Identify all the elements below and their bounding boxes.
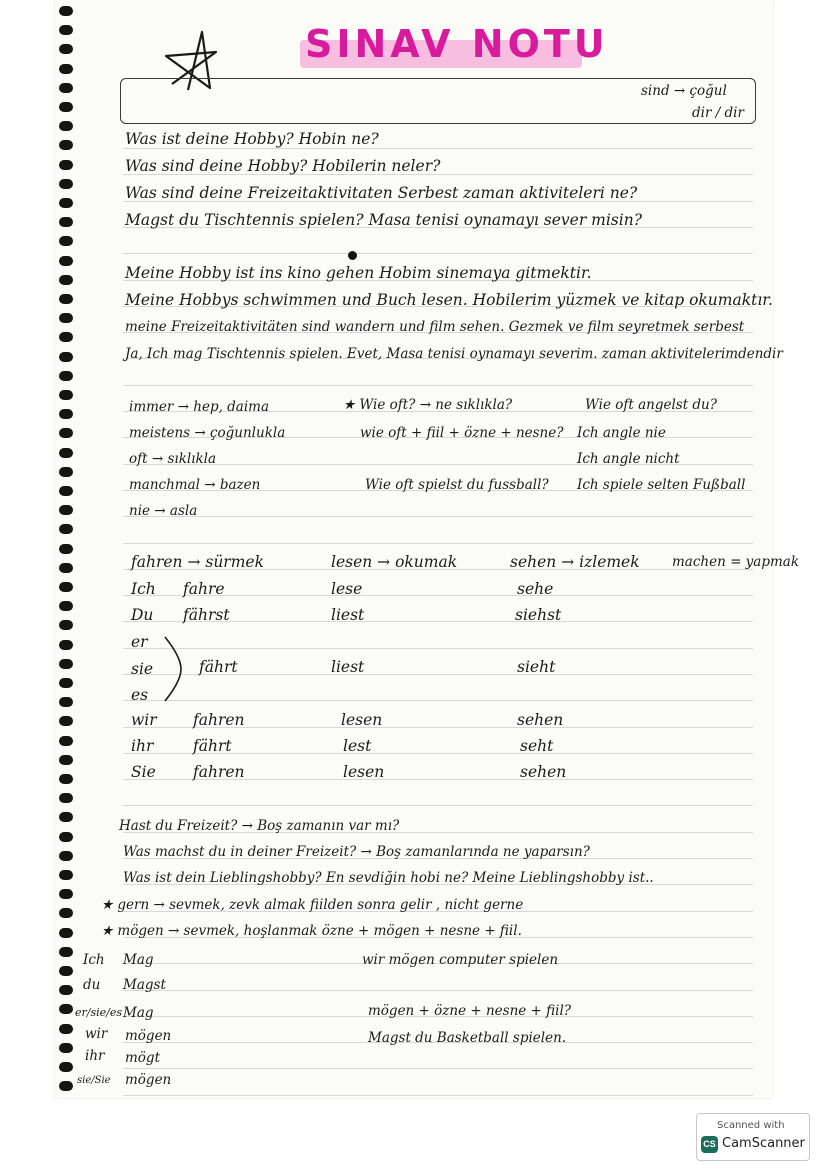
spiral-ring	[59, 620, 73, 630]
question-line: Magst du Tischtennis spielen? Masa tenisi oynamayı sever misin?	[125, 211, 643, 229]
spiral-ring	[59, 812, 73, 822]
spiral-ring	[59, 774, 73, 784]
moegen-pronoun: er/sie/es	[75, 1006, 123, 1019]
spiral-ring	[59, 1004, 73, 1014]
fahren-form: fahre	[183, 580, 225, 598]
verb-header: machen = yapmak	[672, 554, 800, 570]
spiral-ring	[59, 25, 73, 35]
sehen-form: sieht	[517, 658, 556, 676]
spiral-ring	[59, 428, 73, 438]
ruled-line	[123, 1068, 753, 1069]
spiral-ring	[59, 217, 73, 227]
scanner-brand: CamScanner	[722, 1136, 805, 1151]
pronoun: Ich	[131, 580, 156, 598]
spiral-ring	[59, 563, 73, 573]
spiral-ring	[59, 198, 73, 208]
notebook-page	[55, 0, 800, 1098]
frequency-adverb: oft → sıklıkla	[129, 451, 217, 467]
ruled-line	[123, 805, 753, 806]
spiral-ring	[59, 870, 73, 880]
verb-header: sehen → izlemek	[510, 553, 640, 571]
moegen-form: mögen	[125, 1028, 172, 1044]
verb-header: fahren → sürmek	[131, 553, 264, 571]
ruled-line	[123, 990, 753, 991]
lesen-form: liest	[331, 658, 365, 676]
question-line: Was ist deine Hobby? Hobin ne?	[125, 130, 379, 148]
fahren-form: fahren	[193, 763, 245, 781]
spiral-ring	[59, 332, 73, 342]
spiral-ring	[59, 505, 73, 515]
ruled-line	[123, 148, 753, 149]
spiral-ring	[59, 659, 73, 669]
question-line: Was sind deine Hobby? Hobilerin neler?	[125, 157, 441, 175]
fahren-form: fährst	[183, 606, 230, 624]
spiral-ring	[59, 544, 73, 554]
spiral-ring	[59, 832, 73, 842]
spiral-ring	[59, 1081, 73, 1091]
lesen-form: lesen	[341, 711, 383, 729]
spiral-ring	[59, 179, 73, 189]
ruled-line	[123, 700, 753, 701]
pronoun: er	[131, 633, 148, 651]
moegen-form: Magst	[123, 977, 166, 993]
spiral-ring	[59, 448, 73, 458]
frequency-adverb: immer → hep, daima	[129, 399, 270, 415]
camscanner-logo-icon: CS	[701, 1136, 718, 1153]
spiral-ring	[59, 1024, 73, 1034]
spiral-ring	[59, 851, 73, 861]
spiral-ring	[59, 582, 73, 592]
frequency-question: wie oft + fiil + özne + nesne?	[360, 425, 564, 441]
sehen-form: sehen	[517, 711, 564, 729]
spiral-ring	[59, 275, 73, 285]
lesen-form: liest	[331, 606, 365, 624]
pronoun: wir	[131, 711, 157, 729]
frequency-question: Wie oft spielst du fussball?	[365, 477, 549, 493]
pronoun: Du	[131, 606, 154, 624]
spiral-ring	[59, 256, 73, 266]
spiral-ring	[59, 928, 73, 938]
spiral-ring	[59, 467, 73, 477]
frequency-example: Ich angle nie	[577, 425, 666, 441]
spiral-ring	[59, 294, 73, 304]
pronoun: sie	[131, 660, 154, 678]
page-title: SINAV NOTU	[305, 22, 609, 66]
ruled-line	[123, 253, 753, 254]
spiral-ring	[59, 371, 73, 381]
box-note-line1: sind → çoğul	[641, 83, 727, 99]
sehen-form: siehst	[515, 606, 562, 624]
spiral-ring	[59, 313, 73, 323]
spiral-ring	[59, 601, 73, 611]
moegen-form: mögen	[125, 1072, 172, 1088]
ruled-line	[123, 1095, 753, 1096]
moegen-example: wir mögen computer spielen	[362, 952, 559, 968]
lesen-form: lese	[331, 580, 363, 598]
verb-header: lesen → okumak	[331, 553, 458, 571]
spiral-ring	[59, 121, 73, 131]
frequency-example: Ich angle nicht	[577, 451, 680, 467]
frequency-adverb: meistens → çoğunlukla	[129, 425, 286, 441]
frequency-adverb: nie → asla	[129, 503, 198, 519]
pronoun: Sie	[131, 763, 156, 781]
spiral-ring	[59, 6, 73, 16]
spiral-ring	[59, 44, 73, 54]
spiral-ring	[59, 793, 73, 803]
moegen-pronoun: sie/Sie	[77, 1075, 111, 1086]
spiral-ring	[59, 1062, 73, 1072]
scanner-caption: Scanned with	[717, 1120, 785, 1131]
spiral-ring	[59, 697, 73, 707]
lesen-form: lest	[343, 737, 372, 755]
answer-line: Meine Hobby ist ins kino gehen Hobim sinemaya gitmektir.	[125, 264, 592, 282]
spiral-ring	[59, 1043, 73, 1053]
moegen-example: mögen + özne + nesne + fiil?	[368, 1003, 572, 1019]
spiral-ring	[59, 64, 73, 74]
scanner-watermark	[696, 1113, 810, 1161]
spiral-ring	[59, 140, 73, 150]
sehen-form: sehe	[517, 580, 554, 598]
ruled-line	[123, 385, 753, 386]
freizeit-line: ★ mögen → sevmek, hoşlanmak özne + mögen + nesne + fiil.	[101, 923, 522, 939]
freizeit-line: Hast du Freizeit? → Boş zamanın var mı?	[119, 818, 400, 834]
spiral-ring	[59, 640, 73, 650]
spiral-ring	[59, 716, 73, 726]
frequency-question: ★ Wie oft? → ne sıklıkla?	[343, 397, 513, 413]
spiral-ring	[59, 966, 73, 976]
moegen-example: Magst du Basketball spielen.	[368, 1030, 567, 1046]
spiral-ring	[59, 83, 73, 93]
moegen-pronoun: Ich	[83, 952, 105, 968]
ruled-line	[123, 648, 753, 649]
fahren-form: fährt	[199, 658, 238, 676]
moegen-form: Mag	[123, 1005, 154, 1021]
freizeit-line: Was ist dein Lieblingshobby? En sevdiğin hobi ne? Meine Lieblingshobby ist..	[123, 870, 654, 886]
spiral-ring	[59, 736, 73, 746]
answer-line: meine Freizeitaktivitäten sind wandern und film sehen. Gezmek ve film seyretmek serbest	[125, 319, 745, 335]
pronoun: es	[131, 686, 149, 704]
moegen-form: Mag	[123, 952, 154, 968]
lesen-form: lesen	[343, 763, 385, 781]
spiral-ring	[59, 486, 73, 496]
spiral-ring	[59, 390, 73, 400]
spiral-ring	[59, 236, 73, 246]
frequency-adverb: manchmal → bazen	[129, 477, 261, 493]
answer-line: Meine Hobbys schwimmen und Buch lesen. Hobilerim yüzmek ve kitap okumaktır.	[125, 291, 773, 309]
sehen-form: seht	[520, 737, 554, 755]
spiral-ring	[59, 409, 73, 419]
spiral-ring	[59, 160, 73, 170]
frequency-example: Wie oft angelst du?	[585, 397, 717, 413]
moegen-form: mögt	[125, 1050, 160, 1066]
spiral-ring	[59, 755, 73, 765]
box-note-line2: dir / dir	[692, 105, 744, 121]
bracket-doodle	[163, 635, 185, 703]
spiral-ring	[59, 524, 73, 534]
ruled-line	[123, 516, 753, 517]
question-line: Was sind deine Freizeitaktivitaten Serbest zaman aktiviteleri ne?	[125, 184, 638, 202]
freizeit-line: ★ gern → sevmek, zevk almak fiilden sonra gelir , nicht gerne	[101, 897, 524, 913]
fahren-form: fährt	[193, 737, 232, 755]
moegen-pronoun: ihr	[85, 1048, 105, 1064]
spiral-ring	[59, 947, 73, 957]
pronoun: ihr	[131, 737, 154, 755]
moegen-pronoun: du	[83, 977, 101, 993]
spiral-ring	[59, 678, 73, 688]
sehen-form: sehen	[520, 763, 567, 781]
moegen-pronoun: wir	[85, 1026, 108, 1042]
spiral-ring	[59, 352, 73, 362]
frequency-example: Ich spiele selten Fußball	[577, 477, 746, 493]
fahren-form: fahren	[193, 711, 245, 729]
spiral-ring	[59, 102, 73, 112]
ruled-line	[123, 543, 753, 544]
freizeit-line: Was machst du in deiner Freizeit? → Boş zamanlarında ne yaparsın?	[123, 844, 590, 860]
spiral-ring	[59, 985, 73, 995]
spiral-ring	[59, 908, 73, 918]
spiral-ring	[59, 889, 73, 899]
spiral-binding	[57, 0, 77, 1098]
ink-dot	[348, 251, 357, 260]
answer-line: Ja, Ich mag Tischtennis spielen. Evet, Masa tenisi oynamayı severim. zaman aktivitelerimdendir	[125, 346, 783, 362]
